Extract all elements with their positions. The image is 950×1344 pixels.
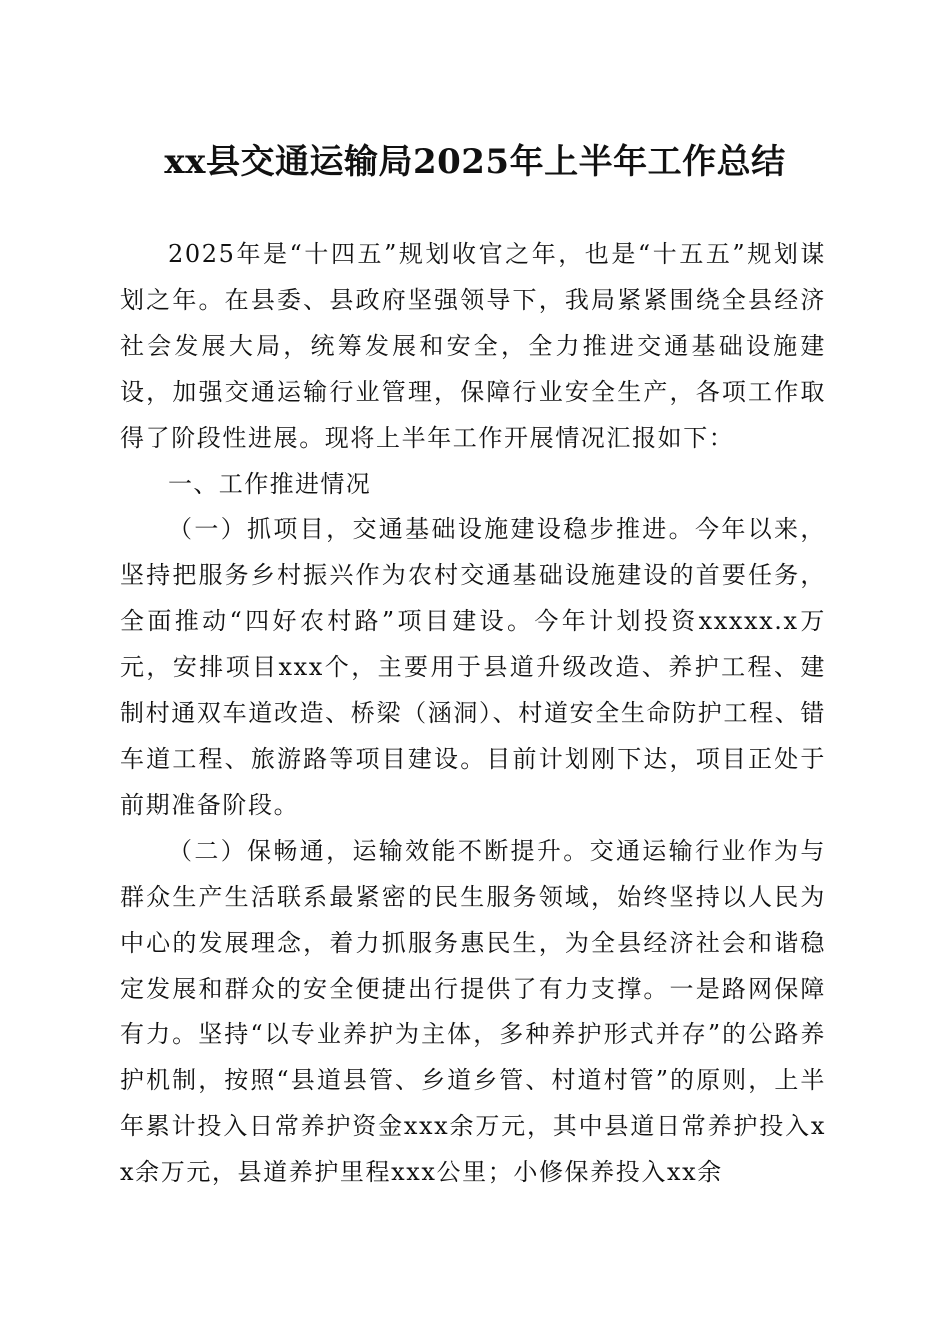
item-1-paragraph: [120, 507, 826, 828]
item-2-paragraph: [120, 829, 826, 1196]
item-1-text: 今年以来，坚持把服务乡村振兴作为农村交通基础设施建设的首要任务，全面推动“四好农村路”项目建设。今年计划投资xxxxx.x万元，安排项目xxx个，主要用于县道升级改造、养护工程、建制村通双车道改造、桥梁（涵洞）、村道安全生命防护工程、错车道工程、旅游路等项目建设。目前计划刚下达，项目正处于前期准备阶段。: [120, 515, 826, 819]
intro-paragraph: 2025年是“十四五”规划收官之年，也是“十五五”规划谋划之年。在县委、县政府坚强领导下，我局紧紧围绕全县经济社会发展大局，统筹发展和安全，全力推进交通基础设施建设，加强交通运输行业管理，保障行业安全生产，各项工作取得了阶段性进展。现将上半年工作开展情况汇报如下：: [120, 240, 826, 452]
item-2-lead: （二）保畅通，运输效能不断提升。: [168, 836, 590, 865]
section-heading: 一、工作推进情况: [168, 469, 372, 498]
document-title: xx县交通运输局2025年上半年工作总结: [164, 142, 786, 182]
document-body: [120, 232, 826, 1196]
item-1-lead: （一）抓项目，交通基础设施建设稳步推进。: [168, 515, 695, 544]
item-2-text: 交通运输行业作为与群众生产生活联系最紧密的民生服务领域，始终坚持以人民为中心的发展理念，着力抓服务惠民生，为全县经济社会和谐稳定发展和群众的安全便捷出行提供了有力支撑。一是路网保障有力。坚持“以专业养护为主体，多种养护形式并存”的公路养护机制，按照“县道县管、乡道乡管、村道村管”的原则，上半年累计投入日常养护资金xxx余万元，其中县道日常养护投入xx余万元，县道养护里程xxx公里；小修保养投入xx余: [120, 836, 826, 1187]
